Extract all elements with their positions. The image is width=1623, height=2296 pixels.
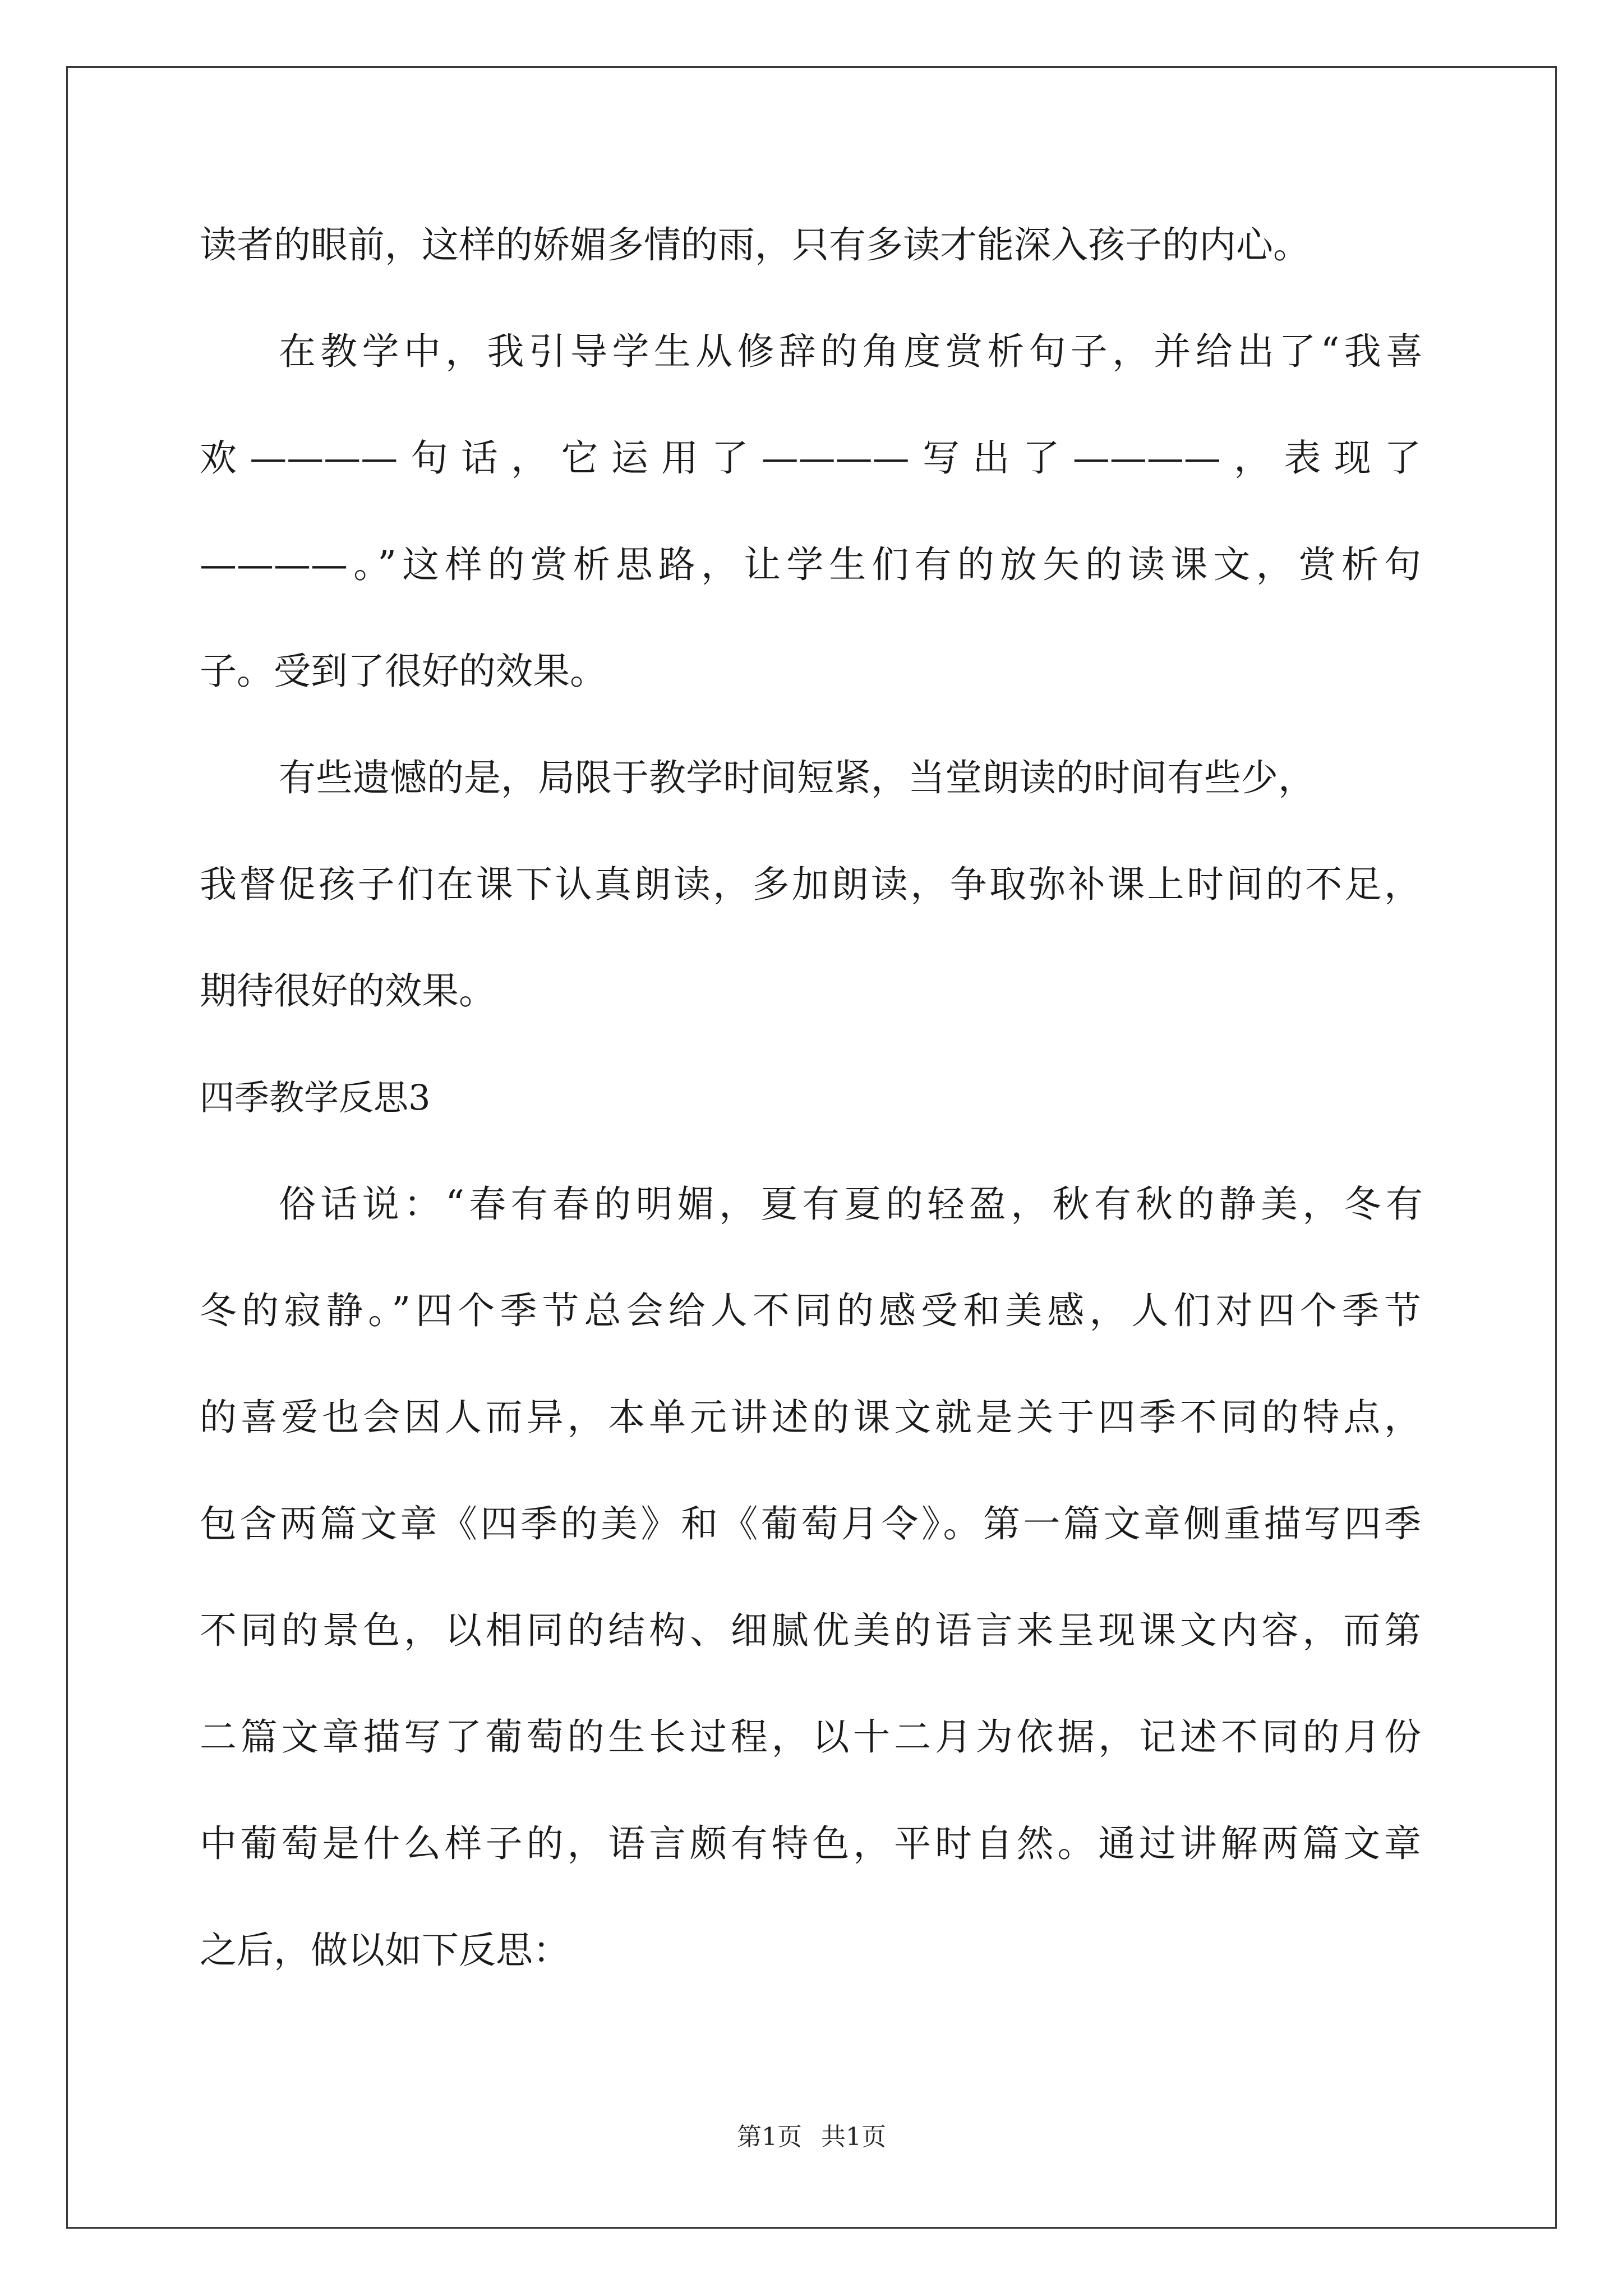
body-line-6: 有些遗憾的是，局限于教学时间短紧，当堂朗读的时间有些少，	[279, 756, 1315, 799]
body-line-5: 子。受到了很好的效果。	[200, 650, 607, 693]
body-line-4: ————。”这样的赏析思路，让学生们有的放矢的读课文，赏析句	[200, 543, 1421, 586]
body-line-10: 冬的寂静。”四个季节总会给人不同的感受和美感，人们对四个季节	[200, 1289, 1421, 1332]
section-heading: 四季教学反思3	[200, 1077, 431, 1118]
page-number: 第1页	[737, 2123, 802, 2151]
body-line-12: 包含两篇文章《四季的美》和《葡萄月令》。第一篇文章侧重描写四季	[200, 1502, 1421, 1545]
body-line-1: 读者的眼前，这样的娇媚多情的雨，只有多读才能深入孩子的内心。	[200, 223, 1310, 266]
body-line-7: 我督促孩子们在课下认真朗读，多加朗读，争取弥补课上时间的不足，	[200, 863, 1421, 906]
body-line-11: 的喜爱也会因人而异，本单元讲述的课文就是关于四季不同的特点，	[200, 1396, 1421, 1439]
body-line-8: 期待很好的效果。	[200, 969, 496, 1013]
body-line-2: 在教学中，我引导学生从修辞的角度赏析句子，并给出了“我喜	[279, 330, 1423, 373]
body-line-14: 二篇文章描写了葡萄的生长过程，以十二月为依据，记述不同的月份	[200, 1715, 1421, 1759]
page-total: 共1页	[821, 2123, 886, 2151]
body-line-13: 不同的景色，以相同的结构、细腻优美的语言来呈现课文内容，而第	[200, 1609, 1421, 1652]
body-line-9: 俗话说：“春有春的明媚，夏有夏的轻盈，秋有秋的静美，冬有	[279, 1182, 1423, 1226]
body-line-16: 之后，做以如下反思：	[200, 1929, 570, 1972]
body-line-15: 中葡萄是什么样子的，语言颇有特色，平时自然。通过讲解两篇文章	[200, 1822, 1421, 1865]
page-border	[66, 66, 1557, 2229]
body-line-3: 欢————句话，它运用了————写出了————，表现了	[200, 436, 1421, 480]
page-footer	[0, 2120, 1623, 2154]
